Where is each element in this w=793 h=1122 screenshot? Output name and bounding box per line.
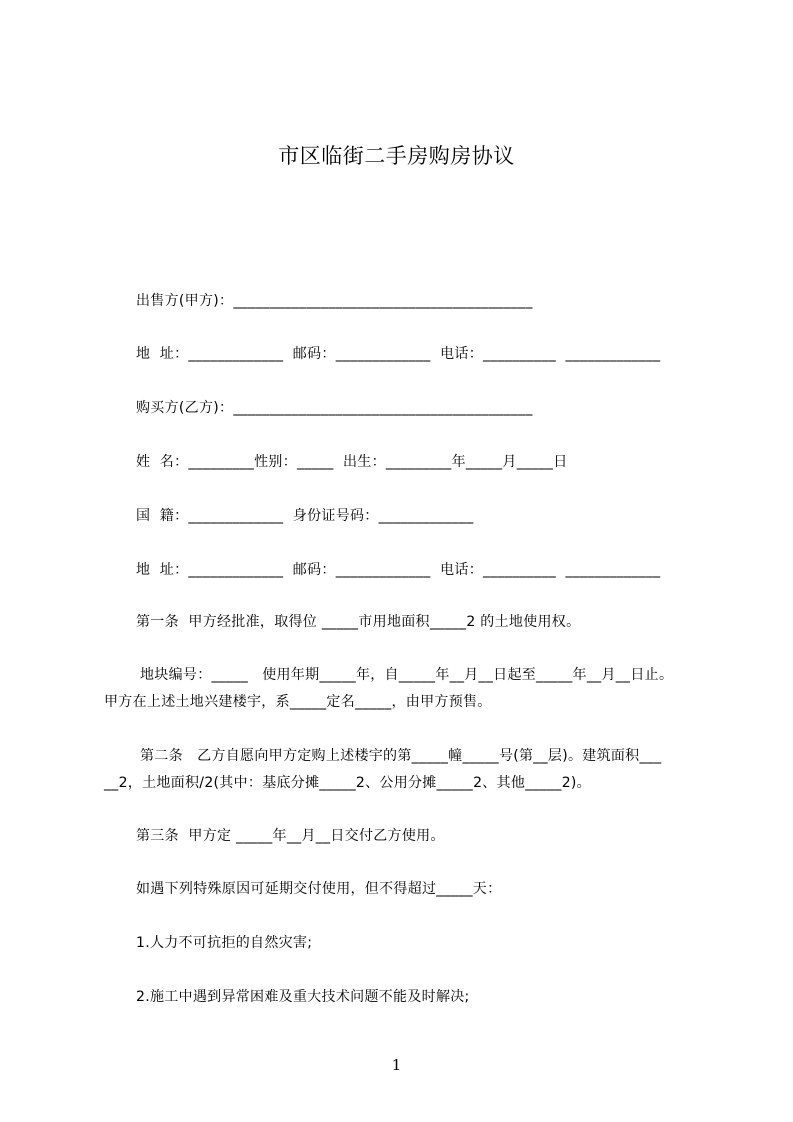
seller-party-line: 出售方(甲方)：_________________________________________: [136, 293, 533, 309]
buyer-party-line: 购买方(乙方)：_________________________________________: [136, 400, 533, 416]
seller-address-line: 地 址：_____________ 邮码：_____________ 电话：__________ _____________: [136, 346, 661, 362]
article-two-line: 第二条 乙方自愿向甲方定购上述楼宇的第_____幢_____号(第__层)。建筑面积___: [140, 748, 662, 764]
buyer-nationality-line: 国 籍：_____________ 身份证号码：_____________: [136, 508, 474, 524]
list-item: 1.人力不可抗拒的自然灾害;: [136, 935, 313, 951]
delay-condition-line: 如遇下列特殊原因可延期交付使用，但不得超过_____天：: [136, 881, 502, 897]
page-title: 市区临街二手房购房协议: [278, 144, 515, 168]
article-one-line: 第一条 甲方经批准，取得位 _____市用地面积_____2 的土地使用权。: [136, 614, 581, 630]
building-line: 甲方在上述土地兴建楼宇，系_____定名_____，由甲方预售。: [104, 694, 492, 710]
article-two-continuation-line: __2，土地面积/2(其中：基底分摊_____2、公用分摊_____2、其他_____2)。: [104, 775, 591, 791]
article-three-line: 第三条 甲方定 _____年__月__日交付乙方使用。: [136, 828, 445, 844]
page-number: 1: [391, 1056, 402, 1074]
plot-number-line: 地块编号：_____ 使用年期_____年，自_____年__月__日起至_____年__月__日止。: [140, 667, 674, 683]
buyer-name-line: 姓 名：_________性别：_____ 出生：_________年_____月_____日: [136, 454, 568, 470]
buyer-address-line: 地 址：_____________ 邮码：_____________ 电话：__________ _____________: [136, 562, 661, 578]
list-item: 2.施工中遇到异常困难及重大技术问题不能及时解决;: [136, 989, 470, 1005]
